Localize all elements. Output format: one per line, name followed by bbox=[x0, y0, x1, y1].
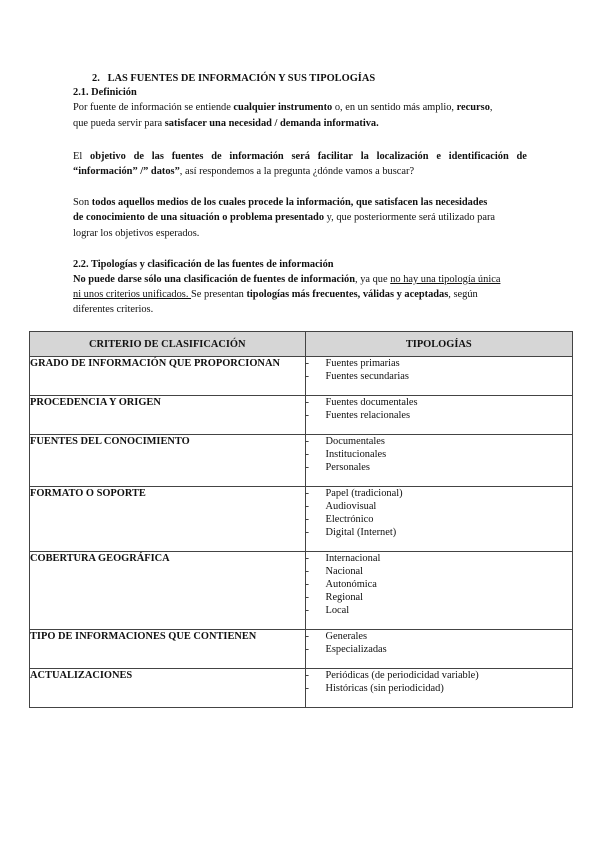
section-title bbox=[92, 72, 375, 85]
underlined-run: no hay una tipología única bbox=[390, 274, 501, 285]
text-run: , según bbox=[448, 289, 478, 300]
sources-paragraph-line1 bbox=[73, 196, 487, 209]
criterio-cell: GRADO DE INFORMACIÓN QUE PROPORCIONAN bbox=[30, 357, 306, 396]
sources-paragraph-line3: lograr los objetivos esperados. bbox=[73, 228, 200, 239]
word: de bbox=[516, 151, 527, 162]
word: e bbox=[436, 151, 441, 162]
list-item: - Institucionales bbox=[306, 448, 572, 461]
tipologias-list bbox=[306, 552, 572, 617]
classification-table bbox=[29, 331, 573, 708]
list-item: - Digital (Internet) bbox=[306, 526, 572, 539]
text-run: , así respondemos a la pregunta ¿dónde vamos a buscar? bbox=[179, 166, 415, 177]
section-title-text: LAS FUENTES DE INFORMACIÓN Y SUS TIPOLOGÍAS bbox=[107, 73, 376, 84]
tipologias-cell bbox=[305, 552, 572, 630]
bold-run: tipologías más frecuentes, válidas y aceptadas bbox=[246, 289, 449, 300]
table-row bbox=[30, 630, 573, 669]
definition-paragraph-line1 bbox=[73, 101, 493, 114]
word: facilitar bbox=[317, 151, 353, 162]
text-run: Por fuente de información se entiende bbox=[73, 102, 234, 113]
table-row bbox=[30, 669, 573, 708]
typology-paragraph-line3: diferentes criterios. bbox=[73, 304, 154, 315]
bold-run: recurso bbox=[456, 102, 490, 113]
list-item: - Históricas (sin periodicidad) bbox=[306, 682, 572, 695]
bold-run: “información” /” datos” bbox=[73, 166, 180, 177]
word: objetivo bbox=[90, 151, 126, 162]
text-run: , bbox=[489, 102, 493, 113]
tipologias-cell bbox=[305, 487, 572, 552]
tipologias-cell bbox=[305, 435, 572, 487]
criterio-cell: FUENTES DEL CONOCIMIENTO bbox=[30, 435, 306, 487]
list-item: - Local bbox=[306, 604, 572, 617]
tipologias-list bbox=[306, 357, 572, 383]
definition-paragraph-line2 bbox=[73, 117, 379, 130]
list-item: - Fuentes documentales bbox=[306, 396, 572, 409]
bold-run: cualquier instrumento bbox=[233, 102, 333, 113]
list-item: - Periódicas (de periodicidad variable) bbox=[306, 669, 572, 682]
list-item: - Regional bbox=[306, 591, 572, 604]
tipologias-list bbox=[306, 630, 572, 656]
list-item: - Personales bbox=[306, 461, 572, 474]
sources-paragraph-line2 bbox=[73, 211, 495, 224]
word: de bbox=[133, 151, 144, 162]
list-item: - Fuentes relacionales bbox=[306, 409, 572, 422]
table-row bbox=[30, 396, 573, 435]
list-item: - Electrónico bbox=[306, 513, 572, 526]
word: la bbox=[360, 151, 369, 162]
bold-run: todos aquellos medios de los cuales procede la información, que satisfacen las necesidades bbox=[91, 197, 488, 208]
tipologias-list bbox=[306, 435, 572, 474]
subsection-heading-tipologias: 2.2. Tipologías y clasificación de las fuentes de información bbox=[73, 259, 334, 270]
objective-paragraph-line1 bbox=[73, 150, 527, 163]
criterio-cell: COBERTURA GEOGRÁFICA bbox=[30, 552, 306, 630]
text-run: Se presentan bbox=[191, 289, 247, 300]
word: información bbox=[229, 151, 284, 162]
word: será bbox=[291, 151, 310, 162]
text-run: , ya que bbox=[355, 274, 391, 285]
typology-paragraph-line2 bbox=[73, 288, 478, 301]
tipologias-list bbox=[306, 487, 572, 539]
text-run: y, que posteriormente será utilizado para bbox=[324, 212, 496, 223]
tipologias-cell bbox=[305, 396, 572, 435]
tipologias-cell bbox=[305, 669, 572, 708]
section-number: 2. bbox=[92, 73, 100, 84]
underlined-run: ni unos criterios unificados. bbox=[73, 289, 192, 300]
list-item: - Generales bbox=[306, 630, 572, 643]
table-row bbox=[30, 357, 573, 396]
criterio-cell: TIPO DE INFORMACIONES QUE CONTIENEN bbox=[30, 630, 306, 669]
word: localización bbox=[376, 151, 429, 162]
word: las bbox=[151, 151, 164, 162]
list-item: - Especializadas bbox=[306, 643, 572, 656]
list-item: - Documentales bbox=[306, 435, 572, 448]
list-item: - Autonómica bbox=[306, 578, 572, 591]
word: identificación bbox=[448, 151, 509, 162]
tipologias-list bbox=[306, 396, 572, 422]
bold-run: No puede darse sólo una clasificación de fuentes de información bbox=[73, 274, 355, 285]
list-item: - Audiovisual bbox=[306, 500, 572, 513]
text-run: o, en un sentido más amplio, bbox=[332, 102, 457, 113]
header-criterio: CRITERIO DE CLASIFICACIÓN bbox=[30, 332, 306, 357]
subsection-heading-definicion: 2.1. Definición bbox=[73, 87, 137, 98]
criterio-cell: ACTUALIZACIONES bbox=[30, 669, 306, 708]
list-item: - Fuentes secundarias bbox=[306, 370, 572, 383]
table-header-row bbox=[30, 332, 573, 357]
bold-run: de conocimiento de una situación o problema presentado bbox=[73, 212, 325, 223]
text-run: Son bbox=[73, 197, 92, 208]
list-item: - Papel (tradicional) bbox=[306, 487, 572, 500]
word: fuentes bbox=[171, 151, 204, 162]
criterio-cell: PROCEDENCIA Y ORIGEN bbox=[30, 396, 306, 435]
word: de bbox=[211, 151, 222, 162]
table-row bbox=[30, 552, 573, 630]
table-row bbox=[30, 435, 573, 487]
table-row bbox=[30, 487, 573, 552]
list-item: - Fuentes primarias bbox=[306, 357, 572, 370]
tipologias-cell bbox=[305, 630, 572, 669]
text-run: que pueda servir para bbox=[73, 118, 165, 129]
criterio-cell: FORMATO O SOPORTE bbox=[30, 487, 306, 552]
tipologias-cell bbox=[305, 357, 572, 396]
list-item: - Nacional bbox=[306, 565, 572, 578]
bold-run: satisfacer una necesidad / demanda informativa. bbox=[164, 118, 379, 129]
tipologias-list bbox=[306, 669, 572, 695]
header-tipologias: TIPOLOGÍAS bbox=[305, 332, 572, 357]
word: El bbox=[73, 151, 83, 162]
typology-paragraph-line1 bbox=[73, 273, 500, 286]
objective-paragraph-line2 bbox=[73, 165, 414, 178]
list-item: - Internacional bbox=[306, 552, 572, 565]
